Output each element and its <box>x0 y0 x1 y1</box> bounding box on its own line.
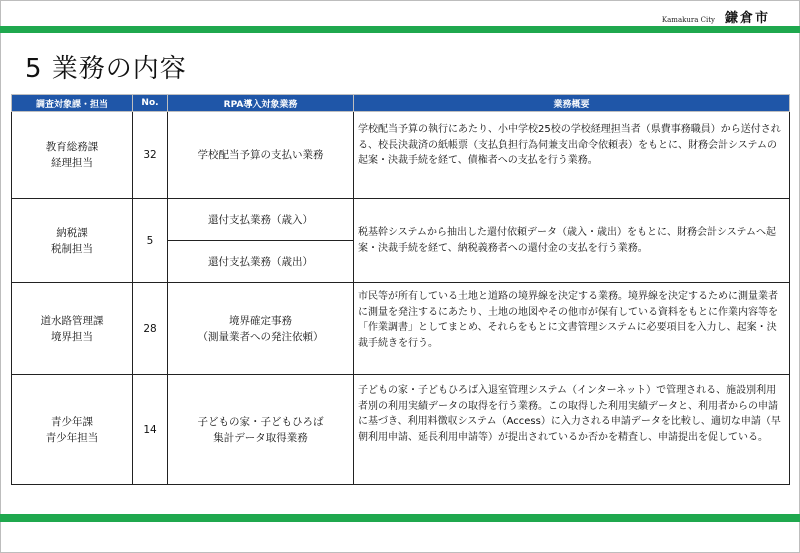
header-no: No. <box>133 95 168 112</box>
desc-cell: 学校配当予算の執行にあたり、小中学校25校の学校経理担当者（県費事務職員）から送付される、校長決裁済の紙帳票（支払負担行為伺兼支出命令依頼表）をもとに、財務会計システムの起案・決裁手続を経て、債権者への支払を行う業務。 <box>354 112 790 199</box>
city-name-en: Kamakura City <box>661 16 715 24</box>
no-cell: 28 <box>133 283 168 375</box>
table-header-row <box>12 95 790 112</box>
dept-section: 青少年担当 <box>45 431 99 444</box>
task-cell <box>168 112 354 199</box>
task-cell: 還付支払業務（歳入） <box>168 199 354 241</box>
task-table <box>11 94 790 485</box>
table-row <box>12 375 790 485</box>
table-row <box>12 199 790 241</box>
no-cell: 5 <box>133 199 168 283</box>
bottom-accent-bar <box>0 514 800 522</box>
desc-cell: 子どもの家・子どもひろば入退室管理システム（インターネット）で管理される、施設別利用者別の利用実績データの取得を行う業務。この取得した利用実績データと、利用者からの申請に基づき、利用料徴収システム（Access）に入力される申請データを比較し、適切な申請（早朝利用申請、延長利用申請等）が提出されているか否かを精査し、申請提出を促している。 <box>354 375 790 485</box>
dept-cell <box>12 199 133 283</box>
dept-name: 納税課 <box>56 226 88 239</box>
dept-name: 青少年課 <box>51 415 93 428</box>
table-row <box>12 112 790 199</box>
header-dept: 調査対象課・担当 <box>12 95 133 112</box>
city-header <box>662 7 770 25</box>
task-name: 境界確定事務 <box>229 314 292 327</box>
city-name-jp: 鎌倉市 <box>724 11 770 26</box>
task-cell <box>168 375 354 485</box>
table-row <box>12 283 790 375</box>
task-detail: 集計データ取得業務 <box>213 431 308 444</box>
task-detail: （測量業者への発注依頼） <box>197 330 324 343</box>
dept-section: 境界担当 <box>51 330 93 343</box>
task-cell <box>168 283 354 375</box>
dept-name: 教育総務課 <box>45 141 99 153</box>
dept-section: 税制担当 <box>51 242 93 255</box>
header-task: RPA導入対象業務 <box>168 95 354 112</box>
desc-cell: 税基幹システムから抽出した還付依頼データ（歳入・歳出）をもとに、財務会計システムへ起案・決裁手続を経て、納税義務者への還付金の支払を行う業務。 <box>354 199 790 283</box>
no-cell: 32 <box>133 112 168 199</box>
dept-cell <box>12 283 133 375</box>
task-cell: 還付支払業務（歳出） <box>168 241 354 283</box>
dept-section: 経理担当 <box>51 157 93 169</box>
task-name: 学校配当予算の支払い業務 <box>197 149 324 161</box>
no-cell: 14 <box>133 375 168 485</box>
header-desc: 業務概要 <box>354 95 790 112</box>
top-accent-bar <box>0 26 800 33</box>
task-name: 子どもの家・子どもひろば <box>197 415 324 428</box>
dept-cell <box>12 375 133 485</box>
dept-name: 道水路管理課 <box>40 314 104 327</box>
page-title: 5 業務の内容 <box>25 54 187 84</box>
desc-cell: 市民等が所有している土地と道路の境界線を決定する業務。境界線を決定するために測量業者に測量を発注するにあたり、土地の地図やその他市が保有している資料をもとに作業内容等を「作業調書」としてまとめ、それらをもとに文書管理システムに必要項目を入力し、起案・決裁手続きを行う。 <box>354 283 790 375</box>
dept-cell <box>12 112 133 199</box>
